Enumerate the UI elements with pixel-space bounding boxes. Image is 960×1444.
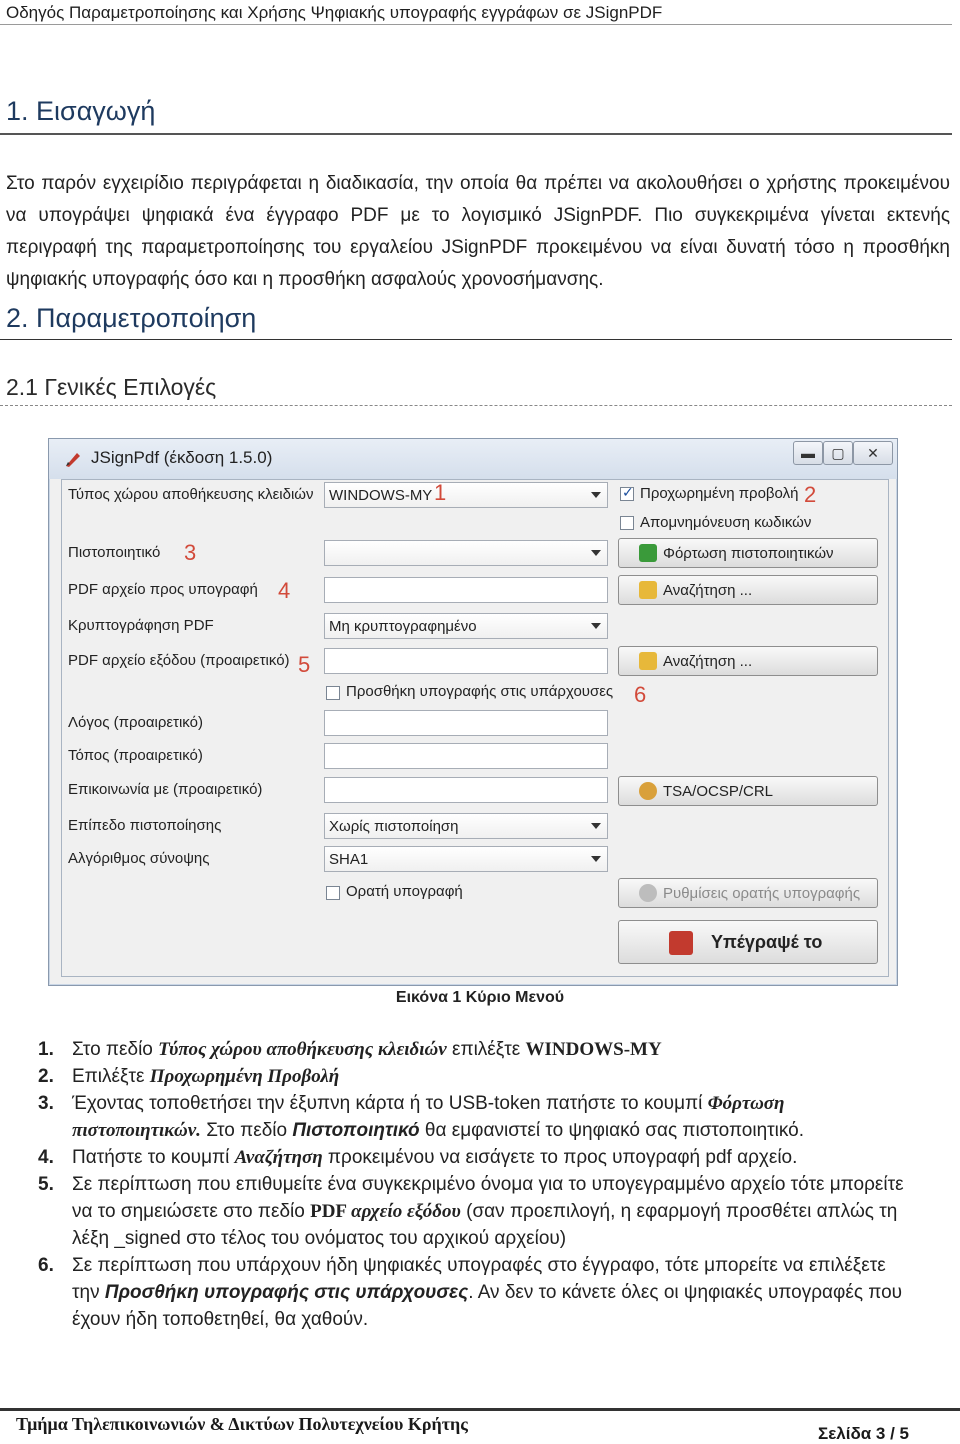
figure-caption: Εικόνα 1 Κύριο Μενού bbox=[395, 989, 565, 1006]
sign-button[interactable]: Υπέγραψέ το bbox=[618, 920, 878, 964]
tsa-ocsp-crl-button[interactable]: TSA/OCSP/CRL bbox=[618, 776, 878, 806]
list-item: 5. Σε περίπτωση που επιθυμείτε ένα συγκεκριμένο όνομα για το υπογεγραμμένο αρχείο τότε μπορείτε να το σημειώσετε στο πεδίο PDF αρχείο εξόδου (σαν προεπιλογή, η εφαρμογή προσθέτει απλώς τη λέξη _signed στο τέλος του ονόματος του αρχικού αρχείου) bbox=[38, 1174, 904, 1249]
section-2-1-rule bbox=[0, 405, 952, 406]
list-item: 1. Στο πεδίο Τύπος χώρου αποθήκευσης κλειδιών επιλέξτε WINDOWS-MY bbox=[38, 1039, 662, 1060]
remember-passwords-label: Απομνημόνευση κωδικών bbox=[640, 514, 812, 531]
footer-department: Τμήμα Τηλεπικοινωνιών & Δικτύων Πολυτεχνείου Κρήτης bbox=[16, 1414, 468, 1434]
intro-paragraph: Στο παρόν εγχειρίδιο περιγράφεται η διαδικασία, την οποία θα πρέπει να ακολουθήσει ο χρήστης προκειμένου να υπογράψει ψηφιακά ένα έγγραφο PDF με το λογισμικό JSignPDF. Πιο συγκεκριμένα γίνεται εκτενής περιγραφή της παραμετροποίησης του εργαλείου JSignPDF προκειμένου να είναι δυνατή τόσο η προσθήκη ψηφιακής υπογραφής όσο και η προσθήκη ασφαλούς χρονοσήμανσης. bbox=[6, 173, 950, 290]
contact-field[interactable] bbox=[324, 777, 608, 803]
section-2-1-heading: 2.1 Γενικές Επιλογές bbox=[6, 374, 217, 400]
advanced-view-checkbox[interactable] bbox=[620, 487, 634, 501]
certificate-select[interactable] bbox=[324, 540, 608, 566]
marker-3: 3 bbox=[184, 540, 197, 565]
pdf-input-field[interactable] bbox=[324, 577, 608, 603]
pen-icon bbox=[63, 449, 83, 469]
remember-passwords-checkbox[interactable] bbox=[620, 516, 634, 530]
folder-icon bbox=[639, 652, 657, 670]
browse-output-button[interactable]: Αναζήτηση ... bbox=[618, 646, 878, 676]
keystore-type-select[interactable]: WINDOWS-MY bbox=[324, 482, 608, 508]
contact-label: Επικοινωνία με (προαιρετικό) bbox=[68, 781, 263, 798]
section-2-rule bbox=[0, 339, 952, 340]
jsignpdf-window bbox=[48, 438, 898, 986]
gear-icon bbox=[639, 884, 657, 902]
pdf-output-field[interactable] bbox=[324, 648, 608, 674]
location-label: Τόπος (προαιρετικό) bbox=[68, 747, 203, 764]
window-titlebar bbox=[49, 439, 897, 479]
visible-signature-checkbox[interactable] bbox=[326, 886, 340, 900]
pdf-input-label: PDF αρχείο προς υπογραφή bbox=[68, 581, 258, 598]
location-field[interactable] bbox=[324, 743, 608, 769]
list-item: 6. Σε περίπτωση που υπάρχουν ήδη ψηφιακές υπογραφές στο έγγραφο, τότε μπορείτε να επιλέξετε την Προσθήκη υπογραφής στις υπάρχουσες. Αν δεν το κάνετε όλες οι ψηφιακές υπογραφές που έχουν ήδη τοποθετηθεί, θα χαθούν. bbox=[38, 1255, 903, 1330]
marker-1: 1 bbox=[434, 480, 447, 505]
section-1-rule bbox=[0, 133, 952, 135]
encryption-select[interactable]: Μη κρυπτογραφημένο bbox=[324, 613, 608, 639]
close-icon[interactable]: ✕ bbox=[853, 441, 893, 465]
list-item: 2. Επιλέξτε Προχωρημένη Προβολή bbox=[38, 1066, 340, 1087]
pen-icon bbox=[669, 931, 693, 955]
folder-icon bbox=[639, 581, 657, 599]
marker-6: 6 bbox=[634, 682, 647, 707]
hash-alg-select[interactable]: SHA1 bbox=[324, 846, 608, 872]
list-item: 4. Πατήστε το κουμπί Αναζήτηση προκειμένου να εισάγετε το προς υπογραφή pdf αρχείο. bbox=[38, 1147, 798, 1168]
append-signature-checkbox[interactable] bbox=[326, 686, 340, 700]
marker-4: 4 bbox=[278, 578, 291, 603]
reason-field[interactable] bbox=[324, 710, 608, 736]
advanced-view-label: Προχωρημένη προβολή bbox=[640, 485, 799, 502]
browse-input-button[interactable]: Αναζήτηση ... bbox=[618, 575, 878, 605]
minimize-icon[interactable]: ▬ bbox=[793, 441, 823, 465]
section-1-heading: 1. Εισαγωγή bbox=[6, 96, 156, 126]
append-signature-label: Προσθήκη υπογραφής στις υπάρχουσες bbox=[346, 683, 614, 700]
key-icon bbox=[639, 544, 657, 562]
reason-label: Λόγος (προαιρετικό) bbox=[68, 714, 203, 731]
window-controls bbox=[793, 441, 891, 463]
cert-level-label: Επίπεδο πιστοποίησης bbox=[68, 817, 222, 834]
hash-alg-label: Αλγόριθμος σύνοψης bbox=[68, 850, 210, 867]
page-number: Σελίδα 3 / 5 bbox=[818, 1424, 910, 1443]
maximize-icon[interactable]: ▢ bbox=[823, 441, 853, 465]
main-form bbox=[61, 479, 889, 977]
keystore-type-label: Τύπος χώρου αποθήκευσης κλειδιών bbox=[68, 486, 314, 503]
footer-divider bbox=[0, 1408, 960, 1411]
visible-signature-label: Ορατή υπογραφή bbox=[346, 883, 463, 900]
steps-list bbox=[38, 1036, 918, 1333]
marker-2: 2 bbox=[804, 482, 817, 507]
pdf-output-label: PDF αρχείο εξόδου (προαιρετικό) bbox=[68, 652, 290, 669]
window-title: JSignPdf (έκδοση 1.5.0) bbox=[91, 448, 273, 467]
section-2-heading: 2. Παραμετροποίηση bbox=[6, 303, 257, 333]
header-divider bbox=[0, 24, 952, 25]
cert-level-select[interactable]: Χωρίς πιστοποίηση bbox=[324, 813, 608, 839]
encryption-label: Κρυπτογράφηση PDF bbox=[68, 617, 214, 634]
running-header: Οδηγός Παραμετροποίησης και Χρήσης Ψηφιακής υπογραφής εγγράφων σε JSignPDF bbox=[6, 3, 663, 22]
certificate-label: Πιστοποιητικό bbox=[68, 544, 161, 561]
marker-5: 5 bbox=[298, 652, 311, 677]
load-certificates-button[interactable]: Φόρτωση πιστοποιητικών bbox=[618, 538, 878, 568]
visible-signature-settings-button[interactable]: Ρυθμίσεις ορατής υπογραφής bbox=[618, 878, 878, 908]
list-item: 3. Έχοντας τοποθετήσει την έξυπνη κάρτα ή το USB-token πατήστε το κουμπί Φόρτωση πιστοποιητικών. Στο πεδίο Πιστοποιητικό θα εμφανιστεί το ψηφιακό σας πιστοποιητικό. bbox=[38, 1093, 805, 1141]
seal-icon bbox=[639, 782, 657, 800]
